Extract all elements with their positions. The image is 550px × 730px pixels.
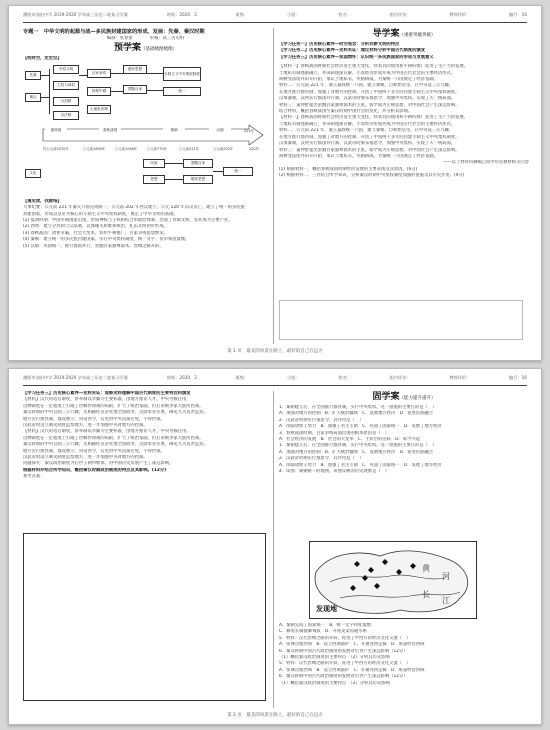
exercise-block-2 (279, 623, 529, 687)
diagram-box-f: 土地私有制 (87, 105, 111, 114)
group-label: 小组： (286, 12, 300, 17)
topic-title: 专题一 中华文明的起源与战—多民族封建国家的形成、发展：先秦、秦汉时期 (23, 29, 205, 35)
timeline-y3: 秦朝 (163, 127, 185, 135)
number-label: 编号：16 (509, 12, 527, 17)
time-label: 时间：2020．2 (166, 12, 197, 17)
diagram-bottom-2: 民族 (143, 159, 165, 168)
class-label: 班级： (235, 12, 249, 17)
exercise-line: 1．秦朝建立后，在全国推行郡县制，实行中央集权。这一措施的主要目的是（ ） (279, 405, 437, 410)
left-line: 汉武帝时设立刺史制度监察地方，进一步加强中央对地方的控制。 (23, 455, 148, 461)
study-title (279, 28, 529, 42)
diagram-box-i: 罢黜百家 (123, 85, 147, 94)
section-read: 【通史读，找脉络】 (23, 198, 62, 204)
exercise-line: A．社会经济的发展 B．社会的大变革 C．士阶层的活跃 D．私学兴起 (279, 437, 421, 443)
diagram-box-h: 百家争鸣 (87, 69, 111, 78)
group-eval: 组内评价： (389, 12, 411, 17)
exercise-line: 5．材料：汉代丝绸之路的开辟，促进了中西方的经济文化交流（ ） (279, 635, 411, 641)
read-line: (2) 西周：建立分封制与宗法制，以血缘关系维系统治，礼乐文明初步形成。 (23, 224, 168, 230)
name-label: 姓名： (338, 375, 351, 380)
diagram-bottom-6: 统一 (223, 167, 253, 176)
right-column (279, 28, 529, 344)
teacher-eval: 教师评价： (449, 12, 471, 17)
map-caption: 发现地 (316, 605, 337, 613)
timeline-y1: 夏商周 (45, 127, 67, 135)
diagram-box-g: 儒家思想 (123, 65, 147, 74)
material-line: 材料二：公元前 221 年，秦王嬴政统一六国，建立秦朝，自称始皇帝，在中央设三公九卿， (279, 128, 454, 134)
time-2: 公元前1600年 (83, 146, 106, 151)
left-task: 【学习任务三】历史核心素养—史料实证：观察史料理解中国古代制度的主要特点和演变 (23, 391, 191, 396)
answer-area[interactable] (23, 533, 266, 701)
number-label: 编号：16 (509, 375, 527, 380)
read-line: 封建国家，形成以皇帝为核心的专制主义中央集权制度，奠定了中华文明的基础。 (23, 211, 178, 217)
group-eval: 组内评价： (389, 375, 411, 380)
diagram-box-pre-qin: 先秦 (25, 71, 41, 80)
timeline-arrow-label: 221年 (244, 128, 255, 133)
page-header (23, 375, 527, 386)
name-label: 姓名： (338, 12, 351, 17)
section-time: 【明时空，定定位】 (23, 56, 62, 62)
question: (2) 根据材料二、三并结合所学知识，分析秦汉时期中央集权制度加强的措施及其历史作用。(9分) (279, 173, 465, 179)
exercise-line: A．加强对地方的控制 B．扩大统治疆域 C．发展地方经济 D．促进民族融合 (279, 449, 433, 455)
study-title-text: 导学案 (372, 29, 400, 39)
time-6: 公元前202年 (213, 146, 234, 151)
author-line: 编制：张春蕾 审核：高三历史组 (106, 36, 185, 41)
material-line: 土地私有制逐渐确立，井田制逐渐瓦解，小农经济形成并成为中国古代社会的主要经济形式。 (279, 121, 456, 127)
diagram-box-b: 王权与神权 (53, 81, 79, 90)
diagram-bottom-3: 思想 (143, 175, 165, 184)
exercise-line: 3．春秋战国时期，百家争鸣局面出现的根本原因是（ ） (279, 430, 390, 436)
material-line: 土地私有制逐渐确立，井田制逐渐瓦解，小农经济形成并成为中国古代社会的主要经济形式。 (279, 70, 456, 76)
left-line: 【材料】汉代的选官制度，察举制以孝廉为主要标准，由地方推荐人才，中央考核任用， (23, 397, 191, 403)
diagram-box-c: 分封制 (53, 97, 79, 106)
read-line: (1) 夏商时期：中国早期国家出现，形成神权与王权相结合的政治体制；出现了青铜文明，农业成为主要产业。 (23, 218, 233, 224)
exercise-line: A．张骞出使西域 B．设立西域都护 C．开通河西走廊 D．班超经营西域 (279, 667, 425, 673)
document-page-2 (8, 368, 542, 725)
study-task: 【学习任务二】历史核心素养—史料实证：通过材料分析中国古代制度的演变 (279, 48, 426, 54)
timeline-diagram (23, 63, 268, 199)
material-line: 在地方推行郡县制，加强了对地方的控制，开创了中国两千多年的封建专制主义中央集权制度。 (279, 134, 460, 140)
exercise-line: （1）概括秦汉政治制度的主要特点 （2）分析其历史影响 (279, 655, 390, 661)
exercise-line: 1．秦朝建立后，在全国推行郡县制，实行中央集权。这一措施的主要目的是（ ） (279, 443, 437, 449)
left-line: 这种制度在一定程度上打破了世卿世禄制的局限，扩大了统治基础，但后来被世家大族所控制。 (23, 435, 204, 441)
exercise-line: A．削弱诸侯王势力 B．加强了君主专制 C．巩固了国家统一 D．发展了地方经济 (279, 424, 442, 430)
exercise-line: A．秦朝完成了国家统一 B．统一文字和度量衡 (279, 623, 371, 628)
question: (1) 根据材料一，概括春秋战国时期经济发展的主要表现及其原因。(6分) (279, 166, 418, 172)
teacher-eval: 教师评价： (449, 375, 471, 380)
material-line: 汉承秦制，汉初实行郡国并行制，汉武帝时颁布推恩令，加强中央集权，实现了大一统局面。 (279, 141, 456, 147)
time-5: 公元前221年 (179, 146, 200, 151)
exercise-line: A．张骞出使西域 B．设立西域都护 C．开通河西走廊 D．班超经营西域 (279, 642, 425, 648)
read-line: (4) 秦朝：建立统一的多民族封建国家，实行中央集权制度，统一文字、货币和度量衡。 (23, 237, 190, 243)
diagram-bottom-4: 罢黜百家 (183, 159, 213, 168)
time-7: 220年 (249, 146, 259, 151)
map-label-2: 河 (442, 572, 450, 581)
exercise-line: C．修筑长城抵御匈奴 D．开凿灵渠沟通水系 (279, 629, 367, 635)
exercise-line: 6．秦汉时期中国古代政治制度的发展对后世产生深远影响（12分） (279, 674, 408, 680)
time-label: 时间：2020．2 (166, 375, 197, 380)
map-label-3: 长 (422, 590, 430, 599)
school-year: 濮阳市油田中学 2019-2020 学年高三历史二轮复习学案 (23, 12, 129, 17)
right-subtitle: （能力提升提升） (399, 396, 436, 401)
answer-hint: 参考答案： (23, 474, 45, 480)
exercise-line: A．削弱诸侯王势力 B．加强了君主专制 C．巩固了国家统一 D．发展了地方经济 (279, 462, 442, 468)
exercise-line: 2．汉武帝时期实行推恩令，其作用是（ ） (279, 417, 364, 423)
diagram-box-e: 专制主义中央集权制度 (163, 67, 201, 81)
preview-subtitle: （基础梳理梳理） (141, 47, 177, 53)
exercise-line: 5．材料：汉代丝绸之路的开辟，促进了中西方的经济文化交流（ ） (279, 661, 411, 667)
diagram-box-d: 宗法制 (53, 111, 79, 120)
left-line: 秦汉时期的中央官制三公九卿，丞相辅佐皇帝处理全国政务，太尉掌管军事，御史大夫负责监察。 (23, 410, 208, 416)
group-label: 小组： (286, 375, 300, 380)
diagram-bottom-5: 儒家思想 (183, 175, 213, 184)
page-footer: 第 1 页 最美的风景在路上，最好的自己在远方 (227, 349, 323, 354)
material-source: ——以上材料均摘编自高中历史教材相关内容 (443, 160, 529, 166)
exercise-line: 2．汉武帝时期实行推恩令，其作用是（ ） (279, 456, 364, 462)
material-line: 汉承秦制，汉初实行郡国并行制，汉武帝时颁布推恩令，加强中央集权，实现了大一统局面。 (279, 96, 456, 102)
material-line: 在地方推行郡县制，加强了对地方的控制，开创了中国两千多年的封建专制主义中央集权制度。 (279, 89, 460, 95)
study-task: 【学习任务三】历史核心素养—家国情怀：认识统一多民族国家的形成与发展意义 (279, 54, 434, 60)
column-divider (273, 28, 274, 344)
read-line: (3) 春秋战国：诸侯争霸，社会大变革，铁犁牛耕推广，百家争鸣思想繁荣。 (23, 230, 168, 236)
material-line: 商鞅变法废井田开阡陌，承认土地私有，奖励耕战，为秦统一六国奠定了经济基础。 (279, 153, 438, 159)
exercise-line: （1）概括秦汉政治制度的主要特点 （2）分析其历史影响 (279, 680, 390, 686)
map-label-4: 江 (442, 596, 450, 605)
left-column (23, 28, 268, 344)
column-divider (273, 391, 274, 708)
time-4: 公元前770年 (147, 146, 168, 151)
right-title (279, 391, 529, 405)
material-line: 材料三：董仲舒提出罢黜百家独尊儒术的主张，儒学成为正统思想，对中国社会产生深远影响。 (279, 102, 460, 108)
document-page-1 (8, 5, 542, 361)
study-task: 【学习任务一】历史核心素养—时空观念：分析农耕文明的特点 (279, 42, 400, 47)
diagram-bottom-1: 文化 (25, 169, 41, 178)
timeline-y4: 汉朝 (209, 127, 231, 135)
diagram-box-j: 统一 (163, 87, 201, 96)
left-line: 这种制度在一定程度上打破了世卿世禄制的局限，扩大了统治基础，但后来被世家大族所控制。 (23, 403, 204, 409)
material-line: 材料二：公元前 221 年，秦王嬴政统一六国，建立秦朝，自称始皇帝，在中央设三公九卿， (279, 83, 454, 89)
answer-area[interactable] (279, 300, 523, 340)
read-line: 大事纪要：公元前 221 年秦灭六国完成统一，公元前 202 年西汉建立，公元 220 年东汉灭亡，建立了统一的多民族 (23, 205, 245, 211)
read-line: (5) 汉朝：巩固统一，推行郡国并行、罢黜百家独尊儒术，丝绸之路开辟。 (23, 243, 164, 249)
map-label-1: 黄 (422, 564, 430, 573)
material-line: 材料三：董仲舒提出罢黜百家独尊儒术的主张，儒学成为正统思想，对中国社会产生深远影响。 (279, 147, 460, 153)
left-line: 秦汉时期的中央官制三公九卿，丞相辅佐皇帝处理全国政务，太尉掌管军事，御史大夫负责监察。 (23, 442, 208, 448)
diagram-box-qin-han: 秦汉 (25, 93, 41, 102)
right-column (279, 391, 529, 708)
study-subtitle: （重难突破突破） (399, 33, 436, 38)
diagram-box-k: 铁犁牛耕 (87, 87, 111, 96)
preview-title-text: 预学案 (113, 43, 141, 54)
class-label: 班级： (235, 375, 249, 380)
material-line: 结合材料，概括春秋战国至秦汉时期中国社会的变化，并分析其影响。 (279, 109, 413, 115)
left-question: 根据材料并结合所学知识，概括秦汉时期政治制度的特点及其影响。(12分) (23, 467, 167, 473)
left-line: 地方实行郡县制，郡设郡守，县设县令，官吏由中央直接任免，不得世袭。 (23, 416, 165, 422)
material-line: 【材料一】春秋战国时期社会经济发生重大变化，铁农具的使用和牛耕的推广促进了生产力的发展， (279, 115, 469, 121)
historical-map (309, 541, 477, 619)
left-column (23, 391, 268, 708)
left-line: 【材料】汉代的选官制度，察举制以孝廉为主要标准，由地方推荐人才，中央考核任用， (23, 429, 191, 435)
material-line: 【材料一】春秋战国时期社会经济发生重大变化，铁农具的使用和牛耕的推广促进了生产力的发展， (279, 64, 469, 70)
left-line: 问题探究：秦汉政治制度为后世王朝所继承，对中国历史发展产生了深远影响。 (23, 461, 174, 467)
exercise-line: 4．读图：秦朝统一的地图，该图反映的历史现象是（ ） (279, 469, 390, 475)
exercise-line: 6．秦汉时期中国古代政治制度的发展对后世产生深远影响（12分） (279, 648, 408, 654)
time-3: 公元前1046年 (115, 146, 138, 151)
right-title-text: 固学案 (372, 392, 400, 402)
preview-title (23, 42, 268, 56)
read-lines (23, 205, 268, 250)
timeline-y2: 春秋战国 (99, 127, 121, 135)
exercise-line: A．加强对地方的控制 B．扩大统治疆域 C．发展地方经济 D．促进民族融合 (279, 411, 433, 417)
time-1: 约公元前2070年 (43, 146, 69, 151)
school-year: 濮阳市油田中学 2019-2020 学年高三历史二轮复习学案 (23, 375, 129, 380)
material-line: 商鞅变法废井田开阡陌，承认土地私有，奖励耕战，为秦统一六国奠定了经济基础。 (279, 77, 438, 83)
left-line: 地方实行郡县制，郡设郡守，县设县令，官吏由中央直接任免，不得世袭。 (23, 448, 165, 454)
page-header (23, 12, 527, 23)
left-line: 汉武帝时设立刺史制度监察地方，进一步加强中央对地方的控制。 (23, 423, 148, 429)
diagram-box-a: 中原文明 (53, 65, 79, 74)
page-footer: 第 2 页 最美的风景在路上，最好的自己在远方 (227, 713, 323, 718)
